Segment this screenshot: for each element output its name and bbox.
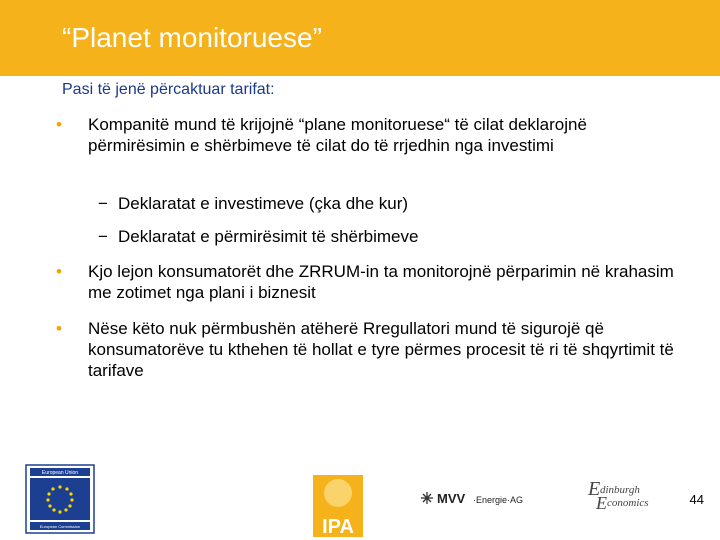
ipa-label: IPA <box>322 516 354 538</box>
bullet-marker: • <box>56 319 62 338</box>
footer-logos <box>0 455 720 540</box>
svg-text:E: E <box>596 493 607 513</box>
economics-label: conomics <box>607 497 649 509</box>
mvv-label: MVV <box>437 491 466 506</box>
eu-flag-logo <box>26 465 94 533</box>
bullet-item <box>56 261 682 303</box>
edinburgh-economics-logo <box>587 478 649 513</box>
intro-text: Pasi të jenë përcaktuar tarifat: <box>62 81 275 98</box>
slide-title: “Planet monitoruese” <box>62 22 322 53</box>
eu-bottom-label: European Commission <box>39 524 81 529</box>
bullet-marker: • <box>56 262 62 281</box>
mvv-suffix: ·Energie·AG <box>473 495 524 505</box>
page-number: 44 <box>689 492 704 507</box>
ipa-logo <box>313 475 363 538</box>
bullet-text: Kjo lejon konsumatorët dhe ZRRUM-in ta monitorojnë përparimin në krahasim me zotimet nga plani i biznesit <box>88 262 674 302</box>
svg-text:E: E <box>588 478 601 500</box>
sub-bullet-text: Deklaratat e përmirësimit të shërbimeve <box>118 227 419 246</box>
bullet-item <box>56 114 682 156</box>
mvv-logo <box>421 491 523 506</box>
bullet-text: Kompanitë mund të krijojnë “plane monitoruese“ të cilat deklarojnë përmirësimin e shërbimeve të cilat do të rrjedhin nga investimi <box>88 115 587 155</box>
edinburgh-label: dinburgh <box>600 484 640 496</box>
bullet-text: Nëse këto nuk përmbushën atëherë Rregullatori mund të sigurojë që konsumatorëve tu kthehen të hollat e tyre përmes procesit të ri të shqyrtimit të tarifave <box>88 319 674 380</box>
dash-marker: − <box>98 227 108 246</box>
bullet-item <box>56 318 682 381</box>
dash-marker: − <box>98 194 108 213</box>
mvv-star-icon <box>421 492 433 504</box>
sub-bullet-item <box>98 227 418 247</box>
sub-bullet-item <box>98 194 408 214</box>
eu-top-label: European Union <box>41 470 79 476</box>
title-bar <box>0 0 720 76</box>
sub-bullet-text: Deklaratat e investimeve (çka dhe kur) <box>118 194 409 213</box>
bullet-marker: • <box>56 115 62 134</box>
